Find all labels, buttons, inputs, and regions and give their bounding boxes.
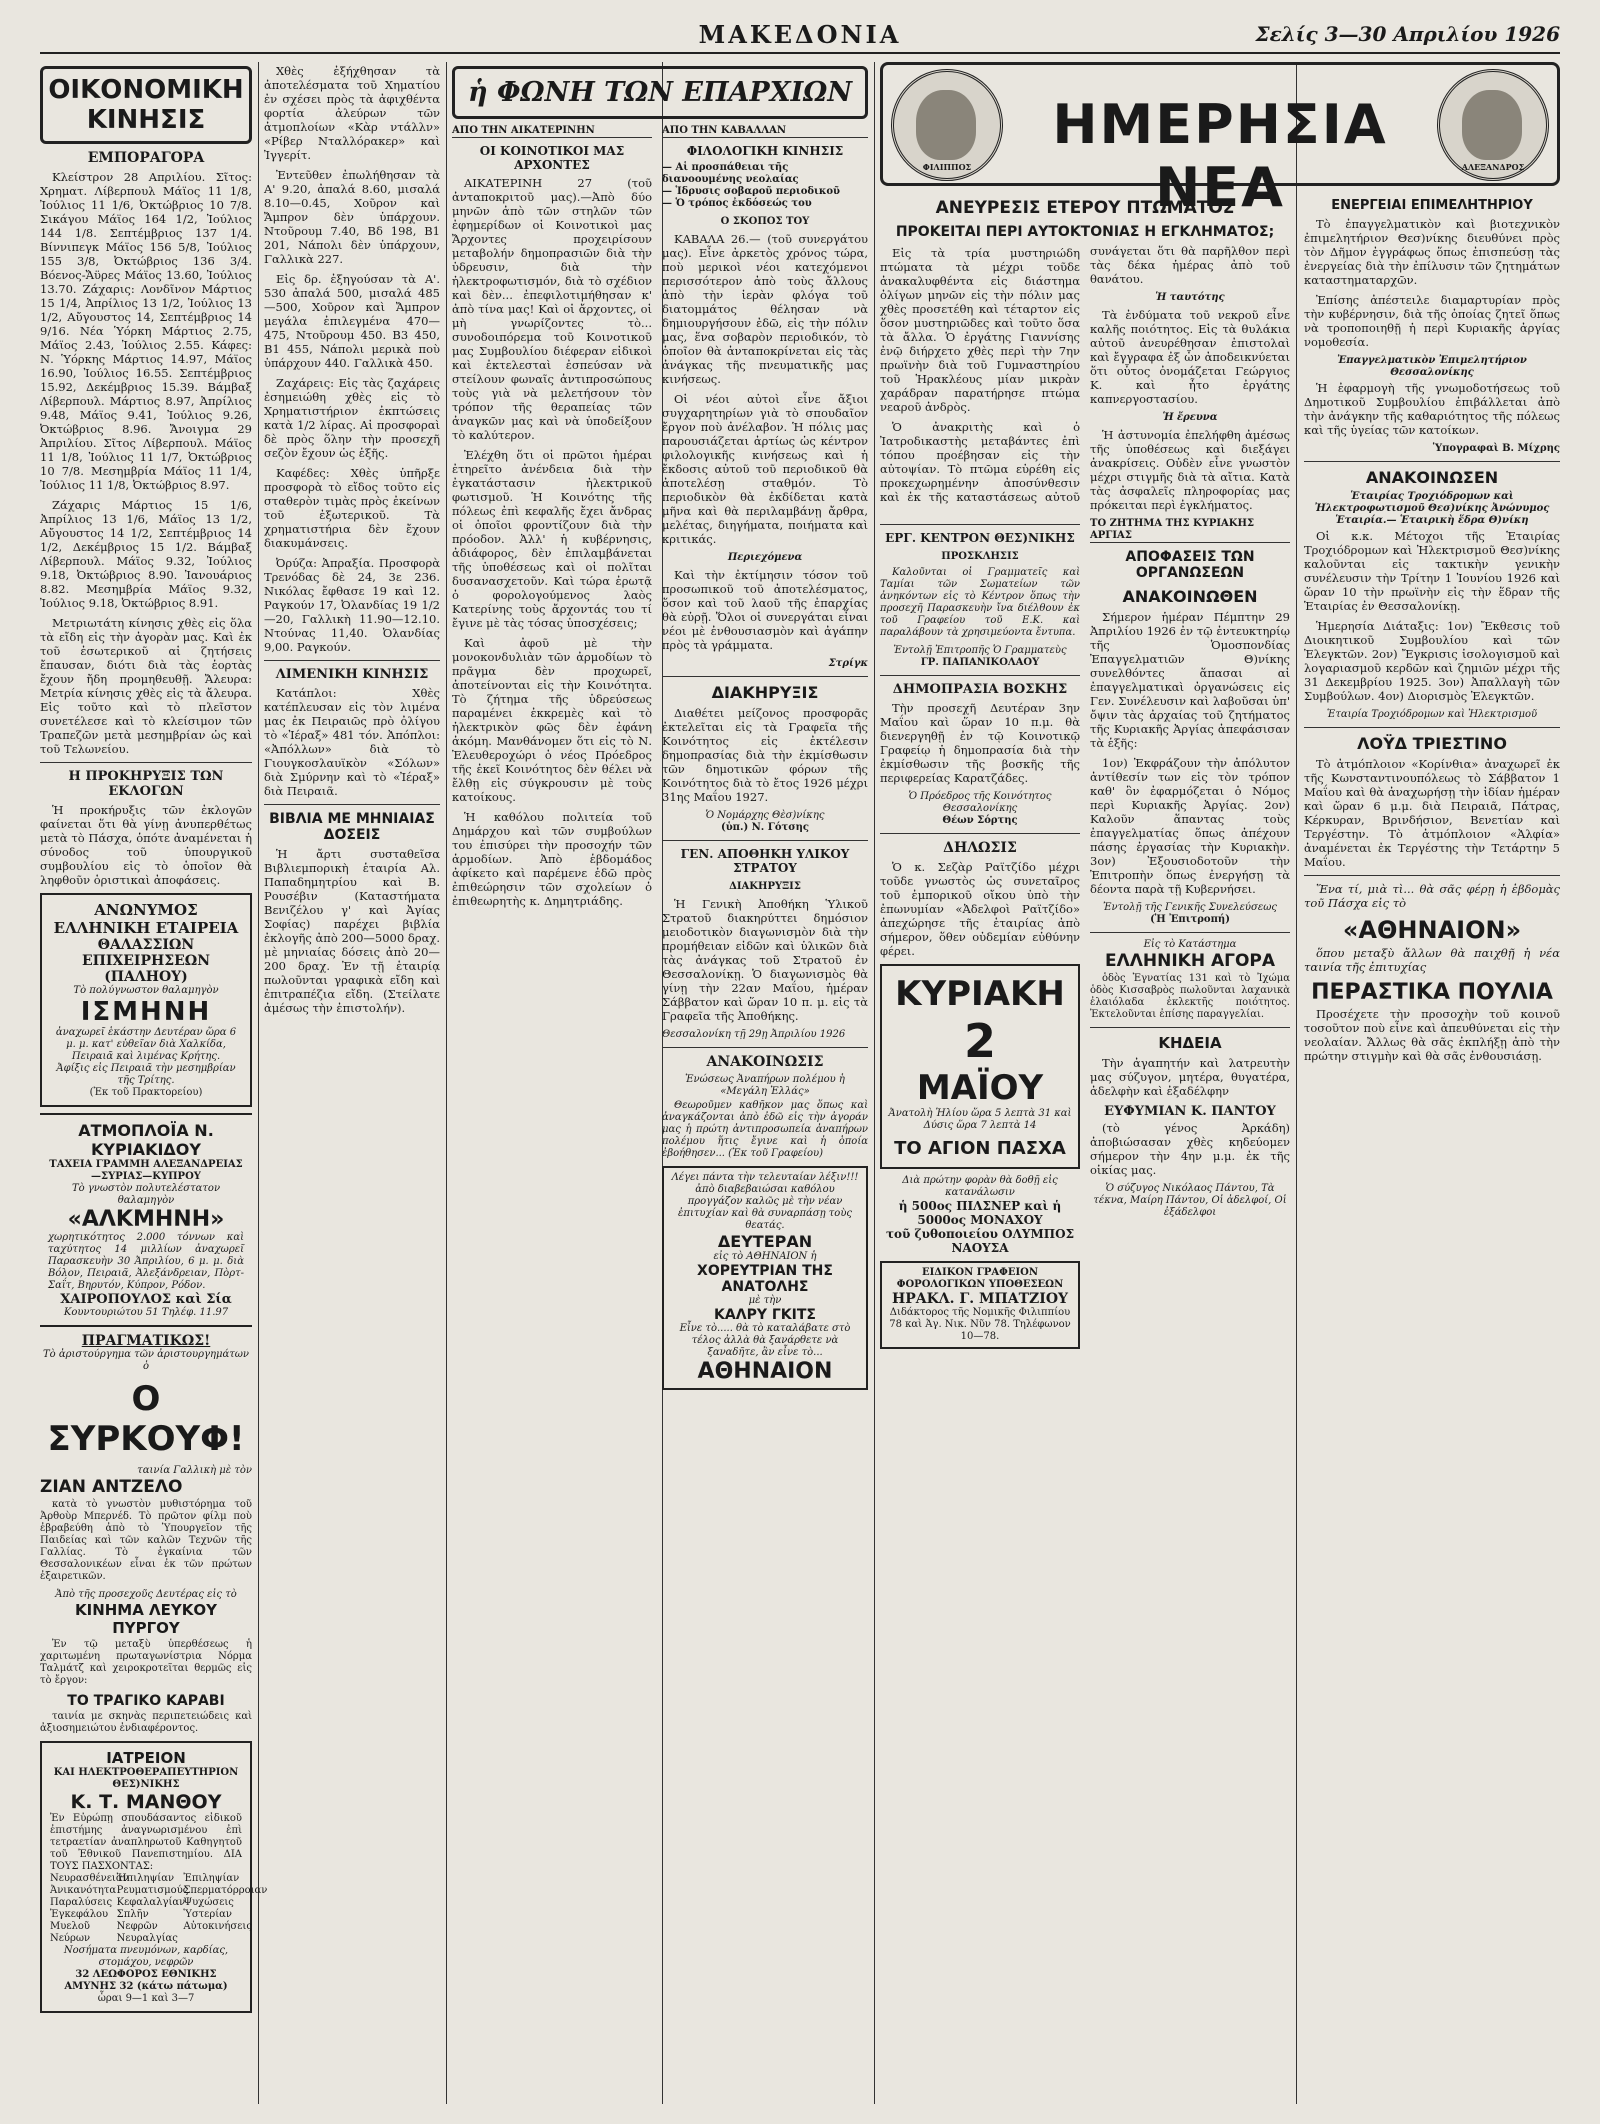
- divider: [880, 833, 1080, 834]
- kavala-text-3: Καὶ τὴν ἐκτίμησιν τόσον τοῦ προσωπικοῦ τοῦ ἀποτελέσματος, ὅσον καὶ τοῦ λαοῦ τῆς ἐπαρχίας θὰ εὐρῇ. Ὅλοι οἱ συνεργάται εἶναι νέοι μὲ ἐνθουσιασμὸν καὶ ἀγάπην πρὸς τὰ γράμματα.: [662, 568, 868, 652]
- column-rule: [446, 62, 447, 2104]
- clinic-service-item: Μυελοῦ: [50, 1921, 90, 1932]
- article-aikaterini: [452, 125, 652, 914]
- tax-text: Διδάκτορος τῆς Νομικῆς Φιλιππίου 78 καὶ Ἀγ. Νικ. Νῦν 78. Τηλέφωνον 10—78.: [889, 1307, 1071, 1342]
- divider: [40, 762, 252, 763]
- masthead: [40, 18, 1560, 54]
- emporagora-heading: ΕΜΠΟΡΑΓΟΡΑ: [87, 150, 205, 166]
- anak-with: μὲ τὴν: [748, 1295, 782, 1306]
- divider: [264, 804, 440, 805]
- anak-text-2: Λέγει πάντα τὴν τελευταίαν λέξιν!!! ἀπὸ διαβεβαιώσαι καθόλου προγγάζον καλῶς μὲ τὴν νέαν ἐπιτυχίαν καὶ θὰ συναρπάσῃ τοὺς θεατάς.: [671, 1172, 859, 1231]
- cinema-film-2: ΤΟ ΤΡΑΓΙΚΟ ΚΑΡΑΒΙ: [67, 1693, 225, 1709]
- diakrixis-name: (ὑπ.) Ν. Γότσης: [720, 822, 810, 833]
- clinic-text: Ἐν Εὐρώπῃ σπουδάσαντος εἰδικοῦ ἐπιστήμης ἀναγνωρισμένου ἐπὶ τετραετίαν ἀναπληρωτοῦ Καθηγητοῦ τοῦ Ἐθνικοῦ Πανεπιστημίου. ΔΙΑ ΤΟΥΣ ΠΑΣΧΟΝΤΑΣ:: [50, 1813, 242, 1872]
- diakrixis-heading: ΔΙΑΚΗΡΥΞΙΣ: [711, 683, 819, 702]
- athinaion-text-2: ὅπου μεταξὺ ἄλλων θὰ παιχθῇ ἡ νέα ταινία τῆς ἐπιτυχίας: [1304, 946, 1560, 974]
- anak-heading: ΑΝΑΚΟΙΝΩΣΙΣ: [706, 1054, 824, 1070]
- cinema-title: Ο ΣΥΡΚΟΥΦ!: [47, 1379, 245, 1459]
- kideia-name: ΕΥΦΥΜΙΑΝ Κ. ΠΑΝΤΟΥ: [1104, 1104, 1276, 1119]
- ptoma-article: [880, 244, 1290, 512]
- tram-agenda: Ἡμερησία Διάταξις: 1ον) Ἔκθεσις τοῦ Διοικητικοῦ Συμβουλίου καὶ τῶν Ἐλεγκτῶν. 2ον) Ἔγκρισις ἰσολογισμοῦ καὶ λογαριασμοῦ κερδῶν καὶ ζημιῶν μέχρι τῆς 31 Δεκεμβρίου 1925. 3ον) Ἀπαλλαγὴ τῶν Συμβούλων. 4ον) Διορισμὸς Ἐλεγκτῶν.: [1304, 619, 1560, 703]
- clinic-service-item: Ἐπιληψίαν: [183, 1873, 240, 1884]
- agora-name: ΕΛΛΗΝΙΚΗ ΑΓΟΡΑ: [1104, 951, 1276, 971]
- kideia-text-2: (τὸ γένος Ἀρκάδη) ἀποβιώσασαν χθὲς κηδεύομεν σήμερον τὴν 4ην μ.μ. ἐκ τῆς οἰκίας μας.: [1090, 1121, 1290, 1177]
- athinaion-text-3: Προσέχετε τὴν προσοχὴν τοῦ κοινοῦ τοσοῦτον ποὺ εἶνε καὶ ἀπευθύνεται εἰς τὴν νεολαίαν. Ἄλλως θὰ σᾶς ἐκπλήξῃ ἀπὸ τὴν πρώτην στιγμὴν καὶ θὰ σᾶς ἐνθουσιάσῃ.: [1304, 1007, 1560, 1063]
- portrait-alexander-icon: [1462, 90, 1522, 160]
- anak-sub: Ἑνώσεως Ἀναπήρων πολέμου ἡ «Μεγάλη Ἑλλάς»: [685, 1074, 845, 1097]
- argia-sign: Ἐντολῇ τῆς Γενικῆς Συνελεύσεως: [1103, 902, 1277, 913]
- divider: [880, 524, 1080, 525]
- section-title-economic: ΟΙΚΟΝΟΜΙΚΗ ΚΙΝΗΣΙΣ: [40, 66, 252, 144]
- market-text-4: Ζαχάρεις: Εἰς τὰς ζαχάρεις ἐσημειώθη χθὲς εἰς τὸ Χρηματιστήριον ἐκπτώσεις κατὰ 1/2 λίρας. Αἱ προσφοραὶ δὲ πρὸς ὅλην τὴν προσεχῆ σεζὸν ἔχουν ὡς ἑξῆς.: [264, 376, 440, 460]
- aikaterini-text-2: Ἐλέχθη ὅτι οἱ πρῶτοι ἡμέραι ἐτηρεῖτο ἀνένδεια διὰ τὴν ἐγκατάστασιν ἠλεκτρικοῦ φωτισμοῦ. Ἡ Κοινότης τῆς πόλεως ἐπὶ κεφαλῆς ἔχει ἄνδρας οἱ ὁποῖοι φροντίζουν διὰ τὴν πρόοδον. Ἀλλ' ἡ κυβέρνησις, ἀδιάφορος, δὲν ἐπιλαμβάνεται τῆς ὑποθέσεως καὶ οἱ πολῖται δυσανασχετοῦν. Καὶ τώρα ἐρωτᾷ ὁ φορολογούμενος λαὸς Κατερίνης τοὺς ἄρχοντάς του τί ἔγινε μὲ τὰς τόσας ὑποσχέσεις;: [452, 448, 652, 630]
- beer-text: Διὰ πρώτην φορὰν θὰ δοθῇ εἰς κατανάλωσιν: [902, 1175, 1058, 1198]
- athinaion-name: «ΑΘΗΝΑΙΟΝ»: [1342, 916, 1522, 944]
- ad-clinic: [40, 1741, 268, 2013]
- sugar-text: Ζάχαρις Μάρτιος 15 1/6, Ἀπρίλιος 13 1/6, Μάϊος 13 1/2, Αὔγουστος 14 1/2, Σεπτέμβριος 14 1/2, Δεκέμβριος 15 1/2. Βάμβαξ Λίβερπουλ. Μάϊος 9.32, Ἰούλιος 9.18, Ὀκτώβριος 8.90. Ἰανουάριος 8.82. Μεσημβρία Μάϊος 9.32, Ἰούλιος 9.18, Ὀκτώβριος 8.91.: [40, 498, 252, 610]
- ad-ismini-company: ΑΝΩΝΥΜΟΣ ΕΛΛΗΝΙΚΗ ΕΤΑΙΡΕΙΑ: [53, 901, 239, 937]
- ad-alkmini-schedule: χωρητικότητος 2.000 τόννων καὶ ταχύτητος 14 μιλλίων ἀναχωρεῖ Παρασκευὴν 30 Ἀπριλίου, 6 μ. μ. διὰ Βόλον, Πειραιᾶ, Ἀλεξάνδρειαν, Πὸρτ-Σαΐτ, Βηρυτόν, Κύπρον, Ρόδον.: [48, 1232, 244, 1291]
- kideia-sign: Ὁ σύζυγος Νικόλαος Πάντου, Τὰ τέκνα, Μαίρη Πάντου, Οἱ ἀδελφοί, Οἱ ἐξάδελφοι: [1093, 1183, 1287, 1218]
- divider: [264, 660, 440, 661]
- kavala-sign: Στρίγκ: [828, 658, 868, 669]
- medallion-left-label: ΦΙΛΙΠΠΟΣ: [922, 162, 972, 172]
- clinic-text-2: Νοσήματα πνευμόνων, καρδίας, στομάχου, νεφρῶν: [63, 1945, 229, 1968]
- kentro-heading: ΕΡΓ. ΚΕΝΤΡΟΝ ΘΕΣ)ΝΙΚΗΣ: [885, 531, 1075, 545]
- anak-actress: ΚΑΛΡΥ ΓΚΙΤΣ: [714, 1307, 816, 1323]
- clinic-service-item: Κεφαλαλγίαν: [116, 1897, 186, 1908]
- vosk-sign: Ὁ Πρόεδρος τῆς Κοινότητος Θεσσαλονίκης: [908, 791, 1052, 814]
- clinic-service-item: Νεύρων: [50, 1933, 91, 1944]
- argia-text-1: Σήμερον ἡμέραν Πέμπτην 29 Ἀπριλίου 1926 ἐν τῷ ἐντευκτηρίῳ τῆς Ὁμοσπονδίας Ἐπαγγελματιῶν Θ)νίκης συνελθόντες ἅπασαι αἱ ἐπαγγελματικαὶ ὀργανώσεις εἰς Γεν. Συνέλευσιν καὶ λαβοῦσαι ὑπ' ὄψιν τὰς ἀρχαίας τοῦ ζητήματος τῆς Κυριακῆς Ἀργίας ἀπεφάσισαν τὰ ἑξῆς:: [1090, 610, 1290, 750]
- cinema-subtitle: Τὸ ἀριστούργημα τῶν ἀριστουργημάτων ὁ: [43, 1349, 249, 1372]
- dilosis-heading: ΔΗΛΩΣΙΣ: [943, 840, 1017, 856]
- divider: [1304, 875, 1560, 876]
- cinema-text-2: Ἐν τῷ μεταξὺ ὑπερθέσεως ἡ χαριτωμένη πρωταγωνίστρια Νόρμα Ταλμάτζ καὶ χειροκροτεῖται θερμῶς εἰς τὸ ἔργον:: [40, 1639, 252, 1686]
- ad-ismini-ship: ΙΣΜΗΝΗ: [80, 997, 212, 1027]
- ad-ismini-company-2: ΘΑΛΑΣΣΙΩΝ ΕΠΙΧΕΙΡΗΣΕΩΝ (ΠΑΛΗΟΥ): [81, 937, 211, 985]
- calendar-box: [880, 964, 1080, 1169]
- clinic-service-item: Νεφρῶν: [116, 1921, 158, 1932]
- medallion-right-label: ΑΛΕΞΑΝΔΡΟΣ: [1461, 162, 1525, 172]
- calendar-month: ΜΑΪΟΥ: [916, 1068, 1044, 1108]
- energ-sign: Ἐπαγγελματικὸν Ἐπιμελητήριον Θεσσαλονίκης: [1337, 355, 1527, 378]
- energ-heading: ΕΝΕΡΓΕΙΑΙ ΕΠΙΜΕΛΗΤΗΡΙΟΥ: [1331, 198, 1533, 213]
- news-col-5: [880, 518, 1080, 1355]
- calendar-feast: ΤΟ ΑΓΙΟΝ ΠΑΣΧΑ: [894, 1138, 1066, 1159]
- aikaterini-text-3: Καὶ ἀφοῦ μὲ τὴν μονοκονδυλιὰν τῶν ἀρμοδίων τὸ πρᾶγμα δὲν προχωρεῖ, ἀποτείνονται εἰς τὴν Κοινότητα. Τὸ ζήτημα τῆς ὑδρεύσεως παραμένει ἐκκρεμὲς καὶ τὸ ἠλεκτρικὸν φῶς δὲν ἐφάνη ἀκόμη. Μανθάνομεν ὅτι εἰς τὸ Ν. Ἐλευθεροχώρι ὁ νέος Πρόεδρος τῆς ἐκεῖ Κοινότητος δὲν θέλει νὰ ἔλθῃ εἰς σύγκρουσιν μὲ τοὺς κατοίκους.: [452, 636, 652, 804]
- divider: [1304, 727, 1560, 728]
- kentro-name: ΓΡ. ΠΑΠΑΝΙΚΟΛΑΟΥ: [920, 657, 1040, 668]
- ad-athinaion-dancer: [662, 1166, 868, 1390]
- clinic-service-item: Σπλῆν: [116, 1909, 149, 1920]
- emporagora-text: Κλείστρον 28 Απριλίου. Σῖτος: Χρηματ. Λίβερπουλ Μάϊος 11 1/8, Ἰούλιος 11 1/6, Ὀκτώβριος 10 7/8. Σικάγου Μάϊος 164 1/2, Ἰούλιος 144 1/8. Σεπτέμβριος 137 1/4. Βίννιπεγκ Μάϊος 156 5/8, Ἰούλιος 155 3/8, Ὀκτώβριος 136 3/4. Βόενος-Ἄϋρες Μάϊος 13.60, Ἰούλιος 13.70. Ζάχαρις: Λονδῖνον Μάρτιος 15 1/4, Ἀπρίλιος 13 1/2, Ἰούλιος 13 1/2, Αὔγουστος 14, Σεπτέμβριος 14 9/16. Νέα Ὑόρκη Μάρτιος 2.75, Μάϊος 2.43, Ἰούλιος 2.55. Κάφες: Ν. Ὑόρκης Μάρτιος 14.97, Μάϊος 16.90, Ἰούλιος 16.55. Σεπτέμβριος 15.92, Δεκέμβριος 15.39. Βάμβαξ Λίβερπουλ. Μάρτιος 8.97, Ἀπρίλιος 9.48, Μάϊος 9.41, Ἰούλιος 9.26, Ὀκτώβριος 8.96. Ἄνοιγμα 29 Ἀπριλίου. Σῖτος Λίβερπουλ. Μάϊος 11 1/8, Ἰούλιος 11 1/7, Ὀκτώβριος 10 7/8. Μεσημβρία Μάϊος 11 1/4, Ἰούλιος 11 1/8, Ὀκτώβριος 8.97.: [40, 170, 252, 492]
- clinic-doctor: Κ. Τ. ΜΑΝΘΟΥ: [70, 1791, 222, 1813]
- ad-tax-office: [880, 1261, 1080, 1349]
- kideia-heading: ΚΗΔΕΙΑ: [1158, 1034, 1222, 1052]
- ptoma-subheading: ΠΡΟΚΕΙΤΑΙ ΠΕΡΙ ΑΥΤΟΚΤΟΝΙΑΣ Η ΕΓΚΛΗΜΑΤΟΣ;: [895, 224, 1275, 240]
- gen-sub: ΔΙΑΚΗΡΥΞΙΣ: [729, 881, 801, 892]
- lloyd-heading: ΛΟΫΔ ΤΡΙΕΣΤΙΝΟ: [1357, 734, 1507, 753]
- clinic-service-item: Ὑστερίαν: [183, 1909, 232, 1920]
- article-kavala: [662, 125, 868, 1396]
- divider: [880, 675, 1080, 676]
- divider: [662, 676, 868, 677]
- gen-heading: ΓΕΝ. ΑΠΟΘΗΚΗ ΥΛΙΚΟΥ ΣΤΡΑΤΟΥ: [680, 847, 850, 875]
- divider: [1304, 461, 1560, 462]
- kentro-sub: ΠΡΟΣΚΛΗΣΙΣ: [941, 551, 1019, 562]
- beer-price: ἡ 500ος ΠΙΛΣΝΕΡ καὶ ἡ 5000ος ΜΟΝΑΧΟΥ: [898, 1199, 1062, 1227]
- medallion-left: [891, 69, 1003, 181]
- cinema-text: κατὰ τὸ γνωστὸν μυθιστόρημα τοῦ Ἀρθοὺρ Μπερνέδ. Τὸ πρῶτον φίλμ ποὺ ἐβραβεύθη ἀπὸ τὸ Ὑπουργεῖον τῆς Παιδείας καὶ τῶν καλῶν Τεχνῶν τῆς Γαλλίας. Τὸ ἐγκαίνια τῶν Θεσσαλονικέων εἶναι ἐκ τῶν πρώτων ἐξαιρετικῶν.: [40, 1499, 252, 1582]
- medallion-right: [1437, 69, 1549, 181]
- divider: [662, 1047, 868, 1048]
- limen-heading: ΛΙΜΕΝΙΚΗ ΚΙΝΗΣΙΣ: [275, 667, 429, 682]
- ad-ismini-schedule: ἀναχωρεῖ ἑκάστην Δευτέραν ὥρα 6 μ. μ. κατ' εὐθεῖαν διὰ Χαλκίδα, Πειραιᾶ καὶ λιμένας Κρήτης.: [55, 1027, 237, 1062]
- gen-date: Θεσσαλονίκη τῇ 29ῃ Ἀπριλίου 1926: [662, 1029, 846, 1040]
- cinema-from: Ἀπὸ τῆς προσεχοῦς Δευτέρας εἰς τὸ: [55, 1589, 237, 1600]
- market-text-5: Καφέδες: Χθὲς ὑπῆρξε προσφορὰ τὸ εἴδος τοῦτο εἰς σταθερὸν τιμὰς πρὸς ἐκείνων τοῦ ἐξωτερικοῦ. Τὰ χρηματιστήρια δὲν ἔχουν διακυμάνσεις.: [264, 466, 440, 550]
- anak-text: Θεωροῦμεν καθῆκον μας ὅπως καὶ ἀναγκάζονται ἀπὸ ἐδῶ εἰς τὴν ἀγοράν μας ἡ πρώτη ἀντιπροσωπεία ἀναπήρων πολέμου ἥτις ἔγινε καὶ ἡ ὁποία ἐβοήθησεν... (Ἐκ τοῦ Γραφείου): [662, 1100, 868, 1159]
- kavala-text-1: ΚΑΒΑΛΑ 26.— (τοῦ συνεργάτου μας). Εἶνε ἀρκετὸς χρόνος τώρα, ποὺ μερικοὶ νέοι κατεχόμενοι περισσότερον ἀπὸ τοὺς ἄλλους ἀπὸ τὴν ἱερὰν φλόγα τοῦ διατομμάτος θέλησαν νὰ δημιουργήσουν ἐδῶ, εἰς τὴν πόλιν μας, ἕνα σοβαρὸν περιοδικόν, τὸ ὁποῖον θὰ ἀνταποκρίνεται εἰς τὰς ἀνάγκας τῆς πνευματικῆς μας κινήσεως.: [662, 232, 868, 386]
- tram-text: Οἱ κ.κ. Μέτοχοι τῆς Ἑταιρίας Τροχιόδρομων καὶ Ἠλεκτρισμοῦ Θεσ)νίκης καλοῦνται εἰς τακτικὴν γενικὴν συνέλευσιν τὴν Τρίτην 1 Ἰουνίου 1926 καὶ ὥραν 10 τὴν πρωϊνὴν εἰς τὴν ἕδραν τῆς Ἑταιρίας ἐν Θεσσαλονίκῃ.: [1304, 529, 1560, 613]
- cinema-text-3: ταινία με σκηνὰς περιπετειώδεις καὶ ἀξιοσημειώτου ἐνδιαφέροντος.: [40, 1711, 252, 1734]
- tram-sign: Ἑταιρία Τροχιόδρομων καὶ Ἠλεκτρισμοῦ: [1326, 709, 1538, 720]
- ptoma-text-1: Εἰς τὰ τρία μυστηριώδη πτώματα τὰ μέχρι τοῦδε ἀνακαλυφθέντα εἰς διάστημα ὀλίγων μηνῶν εἰς τὴν πόλιν μας χθὲς προσετέθη καὶ τέταρτον εἰς ὅσον μυστηριῶδες καὶ τοῦτο ὅσα τὰ ἄλλα. Ὁ ἐργάτης Γιαννίσης ἐνῷ διήρχετο χθὲς περὶ τὴν 7ην πρωϊνὴν διὰ τοῦ Γυμναστηρίου τοῦ Ἡρακλέους μίαν μικρὰν χαράδραν παρατήρησε πτώμα νεαροῦ ἀνδρὸς.: [880, 246, 1080, 414]
- clinic-services-list: [50, 1873, 268, 1945]
- ad-alkmini-line: ΤΑΧΕΙΑ ΓΡΑΜΜΗ ΑΛΕΞΑΝΔΡΕΙΑΣ—ΣΥΡΙΑΣ—ΚΥΠΡΟΥ: [49, 1159, 243, 1182]
- column-rule: [874, 62, 875, 2104]
- kentro-sign: Ἐντολῇ Ἐπιτροπῆς Ὁ Γραμματεὺς: [893, 645, 1067, 656]
- tax-name: ΗΡΑΚΛ. Γ. ΜΠΑΤΖΙΟΥ: [891, 1291, 1069, 1307]
- diakrixis-sign: Ὁ Νομάρχης Θὲσ)νίκης: [705, 810, 825, 821]
- column-rule: [258, 62, 259, 2104]
- ptoma-sub-2: Ἡ ταυτότης: [1155, 292, 1225, 303]
- calendar-day: ΚΥΡΙΑΚΗ: [895, 974, 1065, 1014]
- kavala-section-2: Περιεχόμενα: [727, 552, 803, 563]
- kavala-section: Ο ΣΚΟΠΟΣ ΤΟΥ: [720, 216, 810, 227]
- clinic-title-2: ΚΑΙ ΗΛΕΚΤΡΟΘΕΡΑΠΕΥΤΗΡΙΟΝ ΘΕΣ)ΝΙΚΗΣ: [53, 1767, 239, 1790]
- athinaion-film: ΠΕΡΑΣΤΙΚΑ ΠΟΥΛΙΑ: [1311, 980, 1553, 1005]
- argia-heading: ΑΠΟΦΑΣΕΙΣ ΤΩΝ ΟΡΓΑΝΩΣΕΩΝ: [1125, 549, 1255, 581]
- anak-day: ΔΕΥΤΕΡΑΝ: [717, 1232, 813, 1251]
- newspaper-name: ΜΑΚΕΔΟΝΙΑ: [698, 20, 902, 49]
- energ-text-1: Τὸ ἐπαγγελματικὸν καὶ βιοτεχνικὸν ἐπιμελητήριον Θεσ)νίκης διευθύνει πρὸς τὸν Δῆμον ἐγγράφως ὅπως ἐπισπεύσῃ τὰς ἐνεργείας διὰ τὴν ἐπίλυσιν τῶν ζητημάτων καταστηματαρχῶν.: [1304, 217, 1560, 287]
- aikaterini-text-4: Ἡ καθόλου πολιτεία τοῦ Δημάρχου καὶ τῶν συμβούλων του ἐπισύρει τὴν προσοχήν τῶν ἁρμοδίων. Ἀπὸ ἑβδομάδος ἀφίκετο καὶ παρέμενε ἐδῶ πρὸς ἐπιθεώρησιν τῶν σχολείων ὁ ἐπιθεωρητὴς κ. Δημητριάδης.: [452, 810, 652, 908]
- news-left-zone: [880, 192, 1290, 1818]
- ptoma-sub-3: Ἡ ἔρευνα: [1162, 412, 1218, 423]
- ad-alkmini-intro: Τὸ γνωστὸν πολυτελέστατον θαλαμηγὸν: [71, 1183, 221, 1206]
- column-market: [264, 62, 440, 2104]
- aikaterini-label: ΑΠΟ ΤΗΝ ΑΙΚΑΤΕΡΙΝΗΝ: [452, 125, 652, 138]
- ad-ismini-arrival: Ἀφίξις εἰς Πειραιᾶ τὴν μεσημβρίαν τῆς Τρίτης.: [56, 1063, 236, 1086]
- ad-alkmini-agent: ΧΑΙΡΟΠΟΥΛΟΣ καὶ Σία: [60, 1292, 232, 1307]
- column-daily-news: [880, 62, 1560, 2104]
- prokirixis-text: Ἡ προκήρυξις τῶν ἐκλογῶν φαίνεται ὅτι θὰ γίνῃ ἀνυπερθέτως μετὰ τὸ Πάσχα, ὁπότε ἀναμένεται ἡ σύνοδος τοῦ ὑπουργικοῦ συμβουλίου εἰς τὸ ὁποῖον θὰ ληφθοῦν ὁριστικαὶ ἀποφάσεις.: [40, 803, 252, 887]
- argia-subheading: ΑΝΑΚΟΙΝΩΘΕΝ: [1122, 587, 1258, 606]
- clinic-hours: ὧραι 9—1 καὶ 3—7: [97, 1993, 195, 2004]
- market-text-2: Ἐντεῦθεν ἐπωλήθησαν τὰ Α' 9.20, ἀπαλά 8.60, μισαλά 8.10—0.45, Χοῦρον καὶ Ἄμπρον δὲν ὑπάρχουν. Ντοῦρουμ 7.40, Βδ 198, Β1 201, Νάπολι δὲν ὑπάρχουν, Γαλλικὰ 227.: [264, 168, 440, 266]
- kavala-text-2: Οἱ νέοι αὐτοὶ εἶνε ἄξιοι συγχαρητηρίων γιὰ τὸ σπουδαῖον ἔργον ποὺ ἀνέλαβον. Ἡ πόλις μας παρουσιάζεται ἀρτίως ὡς κέντρον φιλολογικῆς κινήσεως καὶ ἡ ἔκδοσις αὐτοῦ τοῦ περιοδικοῦ θὰ ἀποτελέσῃ σταθμόν. Τὸ περιοδικὸν θὰ ἐκδίδεται κατὰ μῆνα καὶ θὰ περιλαμβάνῃ ἄρθρα, μελέτας, διηγήματα, ποιήματα καὶ κριτικάς.: [662, 392, 868, 546]
- ad-alkmini: [40, 1113, 252, 1327]
- market-text-3: Εἰς δρ. ἐξηγούσαν τὰ Α'. 530 ἀπαλά 500, μισαλά 485—500, Χοῦρον καὶ Ἄμπρον μεγάλα ἐπιλεγμένα 470—475, Ντοῦρουμ 450. Β3 450, Β1 455, Νάπολι μερικὰ ποὺ ὑπάρχουν 440. Γαλλικὰ 450.: [264, 272, 440, 370]
- anak-title: ΧΟΡΕΥΤΡΙΑΝ ΤΗΣ ΑΝΑΤΟΛΗΣ: [697, 1263, 833, 1295]
- ptoma-heading: ΑΝΕΥΡΕΣΙΣ ΕΤΕΡΟΥ ΠΤΩΜΑΤΟΣ: [935, 198, 1235, 218]
- news-col-6: [1090, 518, 1290, 1219]
- tram-sub: Ἑταιρίας Τροχιόδρομων καὶ Ἠλεκτροφωτισμοῦ Θεσ)νίκης Ἀνώνυμος Ἑταιρία.— Ἑταιρικὴ ἕδρα Θ)νίκη: [1314, 491, 1550, 526]
- portrait-philip-icon: [916, 90, 976, 160]
- vosk-name: Θέων Σόρτης: [942, 815, 1018, 826]
- aikaterini-text-1: ΑΙΚΑΤΕΡΙΝΗ 27 (τοῦ ἀνταποκριτοῦ μας).—Ἀπὸ δύο μηνῶν ἀπὸ τῶν στηλῶν τῶν ἐφημερίδων οἱ Κοινοτικοὶ μας Ἄρχοντες προχειρίσουν μεταβολήν δημοπρασιῶν διὰ τὴν ὑδρευσιν, διὰ τὴν ἠλεκτροφωτισμόν, διὰ τὸ σχέδιον καὶ δὲν... ἐπεφιλοτιμήθησαν κ' ἀπὸ τίνα μας! Καὶ οἱ ἄρχοντες, οἱ μὴ γνωρίζοντες τὸ... συνοδοιπόρεμα τοῦ Κοινοτικοῦ μας Συμβουλίου διέφεραν εἰδικοὶ καὶ ἐκτελεσταὶ ἐσπεύσαν νὰ στείλουν φωναῖς ἀντιπροσώπους τοὺς γιὰ νὰ μελετήσουν τὸν τρόπον τῆς θεραπείας τῶν ἀναγκῶν μας καὶ νὰ ὑποδείξουν τὸ καλύτερον.: [452, 176, 652, 442]
- argia-label: ΤΟ ΖΗΤΗΜΑ ΤΗΣ ΚΥΡΙΑΚΗΣ ΑΡΓΙΑΣ: [1090, 518, 1290, 543]
- ad-alkmini-ship: «ΑΛΚΜΗΝΗ»: [67, 1207, 225, 1232]
- kavala-sub-3: — Ὁ τρόπος ἐκδόσεώς του: [662, 198, 812, 209]
- kideia-text: Τὴν ἀγαπητήν καὶ λατρευτὴν μας σύζυγον, μητέρα, θυγατέρα, ἀδελφὴν καὶ ἐξαδέλφην: [1090, 1056, 1290, 1098]
- news-col-7: [1304, 192, 1560, 1069]
- vosk-text: Τὴν προσεχῆ Δευτέραν 3ην Μαΐου καὶ ὥραν 10 π.μ. θὰ διενεργηθῇ ἐν τῷ Κοινοτικῷ Γραφείῳ ἡ δημοπρασία διὰ τὴν ἐκμίσθωσιν τῆς βοσκῆς τῆς περιφερείας Καρατζάδες.: [880, 701, 1080, 785]
- clinic-service-item: Ἠπιληψίαν: [116, 1873, 175, 1884]
- cinema-venue: ΚΙΝΗΜΑ ΛΕΥΚΟΥ ΠΥΡΓΟΥ: [74, 1601, 218, 1637]
- divider: [662, 840, 868, 841]
- market-text-1: Χθὲς ἐξήχθησαν τὰ ἀποτελέσματα τοῦ Χηματίου ἐν σχέσει πρὸς τὰ ἀφιχθέντα φορτία ἀλεύρων τῶν ἀτμοπλοίων «Κὰρ ντάλλν» «Ρίβερ Νταλλόρακερ» καὶ Ἰγγερίτ.: [264, 64, 440, 162]
- divider: [1090, 932, 1290, 933]
- clinic-address: 32 ΛΕΩΦΟΡΟΣ ΕΘΝΙΚΗΣ ΑΜΥΝΗΣ 32 (κάτω πάτωμα): [64, 1969, 228, 1992]
- diakrixis-text: Διαθέτει μείζονος προσφορᾶς ἐκτελεῖται εἰς τὰ Γραφεῖα τῆς Κοινότητος εἰς ἐκτέλεσιν δημοπρασίας διὰ τὴν ἐκμίσθωσιν τῶν δημοτικῶν φόρων τῆς Κοινότητος διὰ τὸ ἔτος 1926 μέχρι 31ης Μαΐου 1927.: [662, 706, 868, 804]
- books-text: Ἡ ἄρτι συσταθεῖσα Βιβλιεμπορικὴ ἑταιρία Αλ. Παπαδημητρίου καὶ Β. Ρουσέβιν (Καταστήματα Βενιζέλου γ' καὶ Ἀγίας Σοφίας) παρέχει βιβλία ἐκλογῆς ἀπὸ 200—5000 δραχ. μὲ μηνιαίας δόσεις ἀπὸ 20—200 δραχ. Ἐν τῇ ἑταιρίᾳ πωλοῦνται γραφικὰ εἴδη καὶ ἐπιτραπέζια εἴδη. (Στείλατε ἀμέσως τὴν ἐπιστολήν).: [264, 847, 440, 1015]
- energ-signer: Ὑπογραφαὶ Β. Μίχρης: [1432, 443, 1560, 454]
- ptoma-text-3: Τὰ ἐνδύματα τοῦ νεκροῦ εἶνε καλῆς ποιότητος. Εἰς τὰ θυλάκια αὐτοῦ ἀνευρέθησαν ἐπιστολαὶ καὶ ἔγγραφα ἐξ ὧν ἀποδεικνύεται ὅτι οὗτος ὀνομάζεται Γεώργιος Κ. καὶ ἦτο ἐργάτης καπνεργοστασίου.: [1090, 308, 1290, 406]
- clinic-service-item: Νευρασθένειαν: [50, 1873, 129, 1884]
- kentro-text: Καλοῦνται οἱ Γραμματεῖς καὶ Ταμίαι τῶν Σωματείων τῶν ἀνηκόντων εἰς τὸ Κέντρον ὅπως τὴν προσεχῆ Παρασκευὴν ἴνα διέλθουν ἐκ τοῦ Γραφείου τοῦ Ε.Κ. καὶ παραλάβουν τὰ χρησιμεύοντα ἔντυπα.: [880, 567, 1080, 638]
- energ-text-2: Ἐπίσης ἀπέστειλε διαμαρτυρίαν πρὸς τὴν κυβέρνησιν, διὰ τῆς ὁποίας ζητεῖ ὅπως νὰ τροποποιηθῇ ἡ περὶ Κυριακῆς ἀργίας νομοθεσία.: [1304, 293, 1560, 349]
- market-text-6: Ὀρύζα: Ἀπραξία. Προσφορὰ Τρενόδας δὲ 24, 3ε 236. Νικόλας ἔφθασε 19 καὶ 12. Ραγκούν 17, Ὀλανδίας 19 1/2—20, Γαλλικὴ 11.90—12.10. Ντούνας 11,40. Ὀλανδίας 9,00. Ραγκούν.: [264, 556, 440, 654]
- kavala-label: ΑΠΟ ΤΗΝ ΚΑΒΑΛΛΑΝ: [662, 125, 868, 138]
- agora-text: ὁδὸς Ἐγνατίας 131 καὶ τὸ Ἰχώμα ὁδὸς Κισσαβρὸς πωλοῦνται λαχανικὰ ἐλαιόλαδα ἐκλεκτῆς ποιότητος. Ἐκτελοῦνται ἐπίσης παραγγελίαι.: [1090, 973, 1290, 1020]
- clinic-service-item: Ρευματισμούς: [116, 1885, 189, 1896]
- rates-text: Μετριωτάτη κίνησις χθὲς εἰς ὅλα τὰ εἴδη εἰς τὴν ἀγορὰν μας. Καὶ ἐκ τοῦ ἐσωτερικοῦ αἱ ζητήσεις ἔπαυσαν, διότι διὰ τὰς ἑορτὰς ἔχουν ἤδη προμηθευθῇ. Ἄλευρα: Μετρία κίνησις χθὲς εἰς τὰ ἄλευρα. Εἰς τοῦτο καὶ τὸ πλεῖστον συνετέλεσε καὶ τὸ κλείσιμον τῶν Τραπεζῶν μετὰ μεσημβρίαν ὡς καὶ τοῦ Τελωνείου.: [40, 616, 252, 756]
- kavala-sub-2: — Ἱδρυσις σοβαροῦ περιοδικοῦ: [662, 186, 840, 197]
- page-date: Σελίς 3—30 Απριλίου 1926: [1255, 22, 1560, 46]
- clinic-service-item: Νευραλγίας: [116, 1933, 178, 1944]
- tax-title: ΕΙΔΙΚΟΝ ΓΡΑΦΕΙΟΝ ΦΟΡΟΛΟΓΙΚΩΝ ΥΠΟΘΕΣΕΩΝ: [896, 1267, 1064, 1290]
- clinic-service-item: Ἀνικανότητα: [50, 1885, 117, 1896]
- clinic-title: ΙΑΤΡΕΙΟΝ: [106, 1749, 186, 1767]
- books-heading: ΒΙΒΛΙΑ ΜΕ ΜΗΝΙΑΙΑΣ ΔΟΣΕΙΣ: [269, 811, 435, 843]
- cinema-actor: ΖΙΑΝ ΑΝΤΖΕΛΟ: [40, 1477, 183, 1497]
- divider: [1090, 1027, 1290, 1028]
- aikaterini-heading: ΟΙ ΚΟΙΝΟΤΙΚΟΙ ΜΑΣ ΑΡΧΟΝΤΕΣ: [479, 144, 625, 172]
- argia-name: (Ἡ Ἐπιτροπή): [1150, 914, 1230, 925]
- agora-intro: Εἰς τὸ Κατάστημα: [1143, 939, 1237, 950]
- argia-text-2: 1ον) Ἐκφράζουν τὴν ἀπόλυτον ἀντίθεσίν των εἰς τὸν τρόπον καθ' ὃν ἐφαρμόζεται ὁ Νόμος περὶ Κυριακῆς Ἀργίας. 2ον) Καλοῦν ἅπαντας τοὺς ἐπαγγελματίας ὅπως ἀπέχουν πάσης ἐργασίας τὴν Κυριακὴν. 3ον) Ἐξουσιοδοτοῦν τὴν Ἐπιτροπὴν ὅπως ἐνεργήσῃ τὰ δέοντα παρὰ τῇ Κυβερνήσει.: [1090, 756, 1290, 896]
- ad-cinema-syrkouf: [40, 1333, 252, 1735]
- ad-ismini-intro: Τὸ πολύγνωστον θαλαμηγὸν: [73, 985, 219, 996]
- cinema-subtitle-2: ταινία Γαλλικὴ μὲ τὸν: [137, 1465, 252, 1476]
- column-provinces: [452, 62, 868, 2104]
- ad-alkmini-address: Κουντουριώτου 51 Τηλέφ. 11.97: [63, 1307, 229, 1318]
- prokirixis-heading: Η ΠΡΟΚΗΡΥΞΙΣ ΤΩΝ ΕΚΛΟΓΩΝ: [68, 769, 224, 799]
- anak-day-sub: εἰς τὸ ΑΘΗΝΑΙΟΝ ἡ: [713, 1251, 817, 1262]
- tram-heading: ΑΝΑΚΟΙΝΩΣΕΝ: [1365, 468, 1499, 487]
- limen-text: Κατάπλοι: Χθὲς κατέπλευσαν εἰς τὸν λιμένα μας ἐκ Πειραιῶς πρὸ ὀλίγου τὸ «Ἰέραξ» 481 τόν. Ἀπόπλοι: «Ἀπόλλων» διὰ τὸ Γιουγκοσλαυϊκὸν «Σόλων» διὰ Σμύρνην καὶ τὸ «Ἰέραξ» διὰ Πειραιᾶ.: [264, 686, 440, 798]
- kavala-sub-1: — Αἱ προσπάθειαι τῆς διανοουμένης νεολαίας: [662, 162, 799, 185]
- dilosis-text: Ὁ κ. Σεζὰρ Ραϊτζίδο μέχρι τοῦδε γνωστὸς ὡς συνεταῖρος τοῦ ἐμπορικοῦ οἴκου ὑπὸ τὴν ἐπωνυμίαν «Ἀδελφοὶ Ραϊτζίδο» ἀπεχώρησε τῆς ἑταιρίας ἀπὸ σήμερον, ὅθεν οὐδεμίαν εὐθύνην φέρει.: [880, 860, 1080, 958]
- kavala-heading: ΦΙΛΟΛΟΓΙΚΗ ΚΙΝΗΣΙΣ: [686, 144, 844, 158]
- clinic-service-item: Ψυχώσεις: [183, 1897, 234, 1908]
- anak-venue: ΑΘΗΝΑΙΟΝ: [697, 1359, 833, 1384]
- energ-text-3: Ἡ ἐφαρμογὴ τῆς γνωμοδοτήσεως τοῦ Δημοτικοῦ Συμβουλίου ἐπιβάλλεται ἀπὸ τὴν ἀνάγκην τῆς καθαριότητος τῆς πόλεως καὶ τῆς ὑγείας τῶν κατοίκων.: [1304, 381, 1560, 437]
- calendar-number: 2: [963, 1014, 996, 1068]
- clinic-service-item: Αὐτοκινήσεις: [183, 1921, 252, 1932]
- ad-ismini: [40, 893, 252, 1107]
- clinic-service-item: Σπερματόρροιαν: [183, 1885, 268, 1896]
- section-title-provinces: ἡ ΦΩΝΗ ΤΩΝ ΕΠΑΡΧΙΩΝ: [452, 66, 868, 119]
- daily-news-title: ΗΜΕΡΗΣΙΑ ΝΕΑ: [1052, 93, 1388, 219]
- column-economic: [40, 62, 268, 2104]
- ad-ismini-source: (Ἐκ τοῦ Πρακτορείου): [89, 1087, 203, 1098]
- athinaion-text: Ἕνα τί, μιὰ τὶ... θὰ σᾶς φέρῃ ἡ ἑβδομὰς τοῦ Πάσχα εἰς τὸ: [1304, 882, 1560, 910]
- clinic-service-item: Παραλύσεις Ἐγκεφάλου: [50, 1897, 113, 1920]
- vosk-heading: ΔΗΜΟΠΡΑΣΙΑ ΒΟΣΚΗΣ: [892, 682, 1068, 697]
- cinema-exclamation: ΠΡΑΓΜΑΤΙΚΩΣ!: [81, 1333, 211, 1349]
- calendar-sun: Ἀνατολὴ Ἡλίου ὥρα 5 λεπτὰ 31 καὶ Δύσις ὥρα 7 λεπτὰ 14: [888, 1108, 1072, 1131]
- gen-text: Ἡ Γενικὴ Ἀποθήκη Ὑλικοῦ Στρατοῦ διακηρύττει δημόσιον μειοδοτικὸν διαγωνισμὸν διὰ τὴν προμήθειαν εἰδῶν καὶ ὑλικῶν διὰ τὰς ἀνάγκας τοῦ Στρατοῦ ἐν Θεσσαλονίκῃ. Ὁ διαγωνισμὸς θὰ γίνῃ τὴν 22αν Μαΐου, ἡμέραν Σάββατον καὶ ὥραν 10 π. μ. εἰς τὰ Γραφεῖα τῆς Ἀποθήκης.: [662, 897, 868, 1023]
- beer-brand: τοῦ ζυθοποιείου ΟΛΥΜΠΟΣ ΝΑΟΥΣΑ: [885, 1227, 1075, 1255]
- lloyd-text: Τὸ ἀτμόπλοιον «Κορίνθια» ἀναχωρεῖ ἐκ τῆς Κωνσταντινουπόλεως τὸ Σάββατον 1 Μαΐου καὶ θὰ ἀναχωρήσῃ τὴν ἰδίαν ἡμέραν καὶ ὥραν 6 μ.μ. διὰ Πειραιᾶ, Πάτρας, Κέρκυραν, Βρινδήσιον, Βενετίαν καὶ Τεργέστην. Τὸ ἀτμόπλοιον «Ἀλφία» ἀναμένεται ἐκ Τεργέστης τὴν Τετάρτην 5 Μαΐου.: [1304, 757, 1560, 869]
- ptoma-text-4: Ἡ ἀστυνομία ἐπελήφθη ἀμέσως τῆς ὑποθέσεως καὶ διεξάγει ἀνακρίσεις. Οὐδὲν εἶνε γνωστὸν μέχρι στιγμῆς διὰ τὰ αἴτια. Κατὰ τὰς ἀσφαλεῖς πληροφορίας μας πρόκειται περὶ ἐγκλήματος.: [1090, 428, 1290, 512]
- anak-tail: Εἶνε τὸ..... θὰ τὸ καταλάβατε στὸ τέλος ἀλλὰ θὰ ξανάρθετε νὰ ξαναδῆτε, ἂν εἶνε τὸ...: [679, 1323, 851, 1358]
- ptoma-text-2: Ὁ ἀνακριτὴς καὶ ὁ Ἰατροδικαστὴς μεταβάντες ἐπὶ τόπου προέβησαν εἰς τὴν αὐτοψίαν. Τὸ πτῶμα εὑρέθη εἰς προκεχωρημένην ἀποσύνθεσιν καὶ ἐκ τῆς καταστάσεως αὐτοῦ συνάγεται ὅτι θὰ παρῆλθον περὶ τὰς δέκα ἡμέρας ἀπὸ τοῦ θανάτου.: [880, 244, 1290, 504]
- ad-alkmini-company: ΑΤΜΟΠΛΟΪΑ Ν. ΚΥΡΙΑΚΙΔΟΥ: [78, 1121, 214, 1159]
